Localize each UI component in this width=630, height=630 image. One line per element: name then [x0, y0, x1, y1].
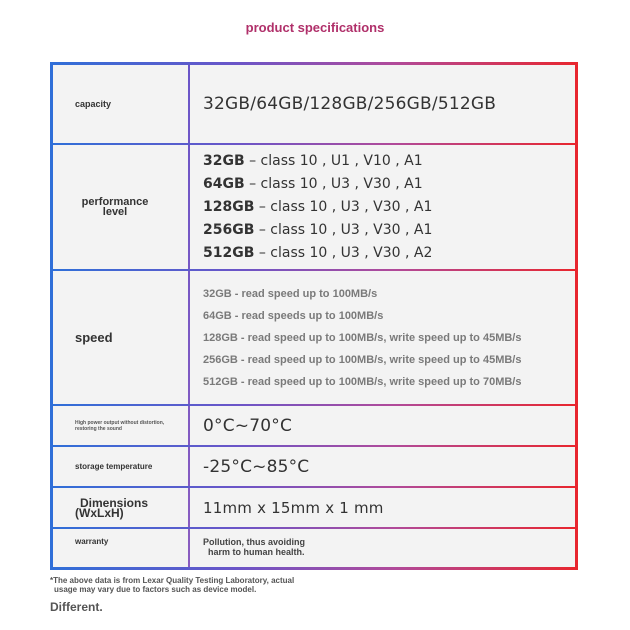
- performance-item: 64GB – class 10 , U3 , V30 , A1: [203, 175, 423, 192]
- warranty-text: harm to human health.: [208, 547, 305, 557]
- warranty-text: Pollution, thus avoiding: [203, 537, 305, 547]
- speed-label: speed: [75, 330, 113, 345]
- operating-label: [53, 406, 188, 445]
- performance-item: 32GB – class 10 , U1 , V10 , A1: [203, 152, 423, 169]
- speed-item: 512GB - read speed up to 100MB/s, write speed up to 70MB/s: [203, 375, 522, 388]
- storage-label: storage temperature: [75, 462, 153, 471]
- warranty-value: [203, 529, 567, 575]
- speed-item: 128GB - read speed up to 100MB/s, write speed up to 45MB/s: [203, 331, 522, 344]
- operating-label-line: restoring the sound: [75, 425, 122, 432]
- capacity-label: capacity: [75, 99, 112, 109]
- speed-list: [203, 271, 567, 404]
- operating-label-line: High power output without distortion,: [75, 419, 165, 426]
- speed-item: 32GB - read speed up to 100MB/s: [203, 287, 378, 300]
- speed-item: 64GB - read speeds up to 100MB/s: [203, 309, 384, 322]
- speed-item: 256GB - read speed up to 100MB/s, write speed up to 45MB/s: [203, 353, 522, 366]
- performance-list: [203, 145, 567, 269]
- dimensions-value: [203, 488, 567, 527]
- operating-value: [203, 406, 567, 445]
- footnote: [50, 576, 450, 594]
- dimensions-label: [53, 488, 188, 527]
- performance-item: 256GB – class 10 , U3 , V30 , A1: [203, 221, 433, 238]
- spec-table: [50, 62, 578, 570]
- page-title: product specifications: [245, 20, 385, 35]
- performance-label: [53, 145, 188, 269]
- performance-label-text: performance level: [81, 196, 149, 218]
- warranty-label: warranty: [75, 537, 109, 546]
- storage-value: [203, 447, 567, 486]
- dimensions-text: 11mm x 15mm x 1 mm: [203, 498, 384, 517]
- performance-item: 512GB – class 10 , U3 , V30 , A2: [203, 244, 433, 261]
- operating-text: 0°C~70°C: [203, 415, 293, 436]
- footnote-line: *The above data is from Lexar Quality Testing Laboratory, actual: [50, 576, 295, 585]
- column-divider: [188, 65, 190, 567]
- dimensions-label-line: (WxLxH): [75, 505, 124, 520]
- dimensions-label-line: Dimensions: [80, 495, 149, 510]
- performance-item: 128GB – class 10 , U3 , V30 , A1: [203, 198, 433, 215]
- footnote-line: usage may vary due to factors such as device model.: [54, 585, 257, 594]
- storage-text: -25°C~85°C: [203, 456, 310, 477]
- footer-text: Different.: [50, 600, 103, 614]
- capacity-value: [203, 65, 567, 143]
- capacity-text: 32GB/64GB/128GB/256GB/512GB: [203, 94, 497, 114]
